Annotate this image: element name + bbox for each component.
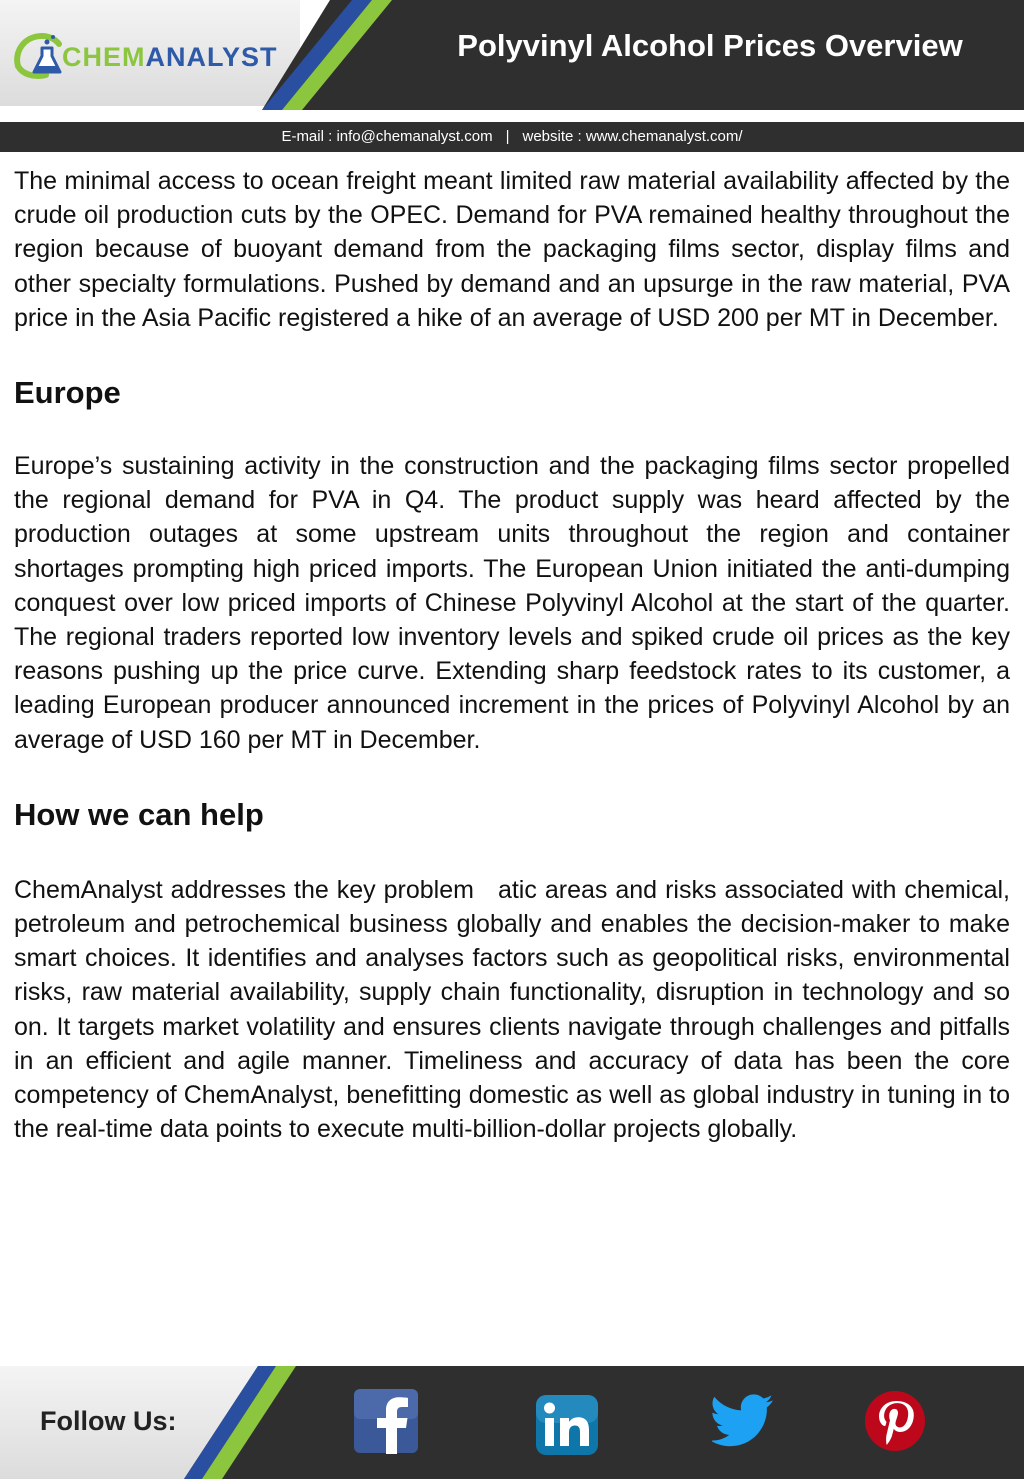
twitter-link[interactable] <box>712 1394 774 1448</box>
help-paragraph: ChemAnalyst addresses the key problem atic areas and risks associated with chemical, petroleum and petrochemical business globally and enables the decision-maker to make smart choices. It identifies and analyses factors such as geopolitical risks, environmental risks, raw material availability, supply chain functionality, disruption in technology and so on. It targets market volatility and ensures clients navigate through challenges and pitfalls in an efficient and agile manner. Timeliness and accuracy of data has been the core competency of ChemAnalyst, benefitting domestic as well as global industry in tuning in to the real-time data points to execute multi-billion-dollar projects globally. <box>14 875 1017 1144</box>
europe-heading: Europe <box>14 375 121 411</box>
pinterest-icon <box>864 1390 926 1452</box>
contact-separator: | <box>505 128 510 145</box>
contact-email[interactable]: E-mail : info@chemanalyst.com <box>281 128 493 145</box>
logo-text-chem: CHEM <box>62 42 146 72</box>
europe-paragraph: Europe’s sustaining activity in the construction and the packaging films sector propelled the regional demand for PVA in Q4. The product supply was heard affected by the production outages at some upstream units throughout the region and container shortages prompting high priced imports. The European Union initiated the anti-dumping conquest over low priced imports of Chinese Polyvinyl Alcohol at the start of the quarter. The regional traders reported low inventory levels and spiked crude oil prices as the key reasons pushing up the price curve. Extending sharp feedstock rates to its customer, a leading European producer announced increment in the prices of Polyvinyl Alcohol by an average of USD 160 per MT in December. <box>14 452 1010 754</box>
twitter-icon <box>712 1394 774 1448</box>
page-title: Polyvinyl Alcohol Prices Overview <box>457 28 963 63</box>
contact-bar <box>0 122 1024 152</box>
flask-logo-icon <box>12 28 68 80</box>
chemanalyst-logo[interactable] <box>12 28 292 88</box>
pinterest-link[interactable] <box>864 1390 926 1452</box>
contact-website[interactable]: website : www.chemanalyst.com/ <box>522 128 743 145</box>
page-footer <box>0 1366 1024 1479</box>
linkedin-icon <box>535 1394 599 1456</box>
linkedin-link[interactable] <box>535 1394 599 1456</box>
page-header <box>0 0 1024 110</box>
logo-text-analyst: ANALYST <box>145 42 278 72</box>
article-body <box>14 164 1017 1146</box>
follow-us-label: Follow Us: <box>40 1406 177 1436</box>
facebook-link[interactable] <box>353 1388 419 1454</box>
facebook-icon <box>353 1388 419 1454</box>
help-heading: How we can help <box>14 796 264 832</box>
intro-paragraph: The minimal access to ocean freight meant limited raw material availability affected by the crude oil production cuts by the OPEC. Demand for PVA remained healthy throughout the region because of buoyant demand from the packaging films sector, display films and other specialty formulations. Pushed by demand and an upsurge in the raw material, PVA price in the Asia Pacific registered a hike of an average of USD 200 per MT in December. <box>14 167 1010 332</box>
